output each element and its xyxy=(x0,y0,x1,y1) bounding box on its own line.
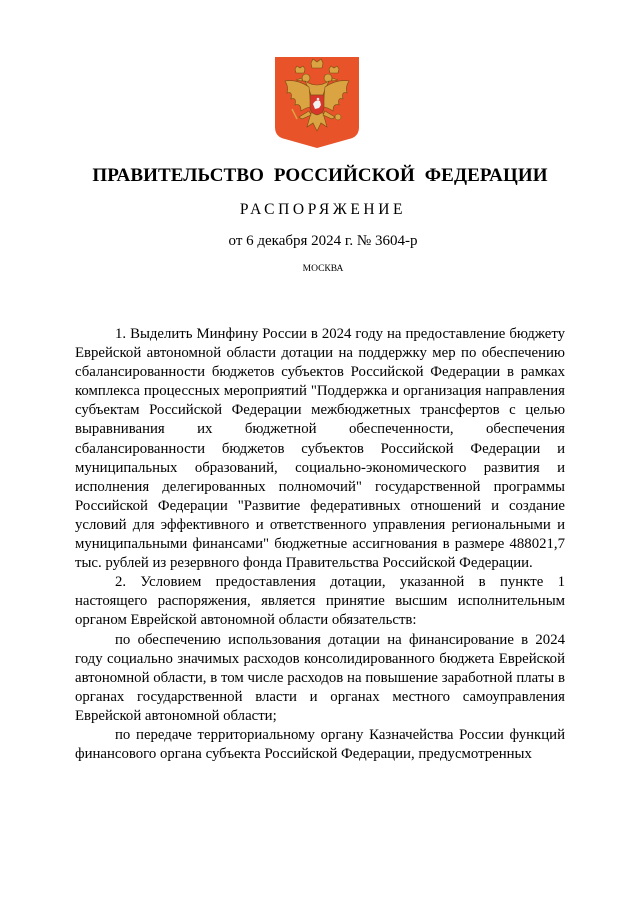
document-city: МОСКВА xyxy=(302,264,344,274)
paragraph-4: по передаче территориальному органу Казначейства России функций финансового органа субъекта Российской Федерации, предусмотренных xyxy=(75,726,565,763)
paragraph-1: 1. Выделить Минфину России в 2024 году на предоставление бюджету Еврейской автономной области дотации на поддержку мер по обеспечению сбалансированности бюджетов субъектов Российской Федерации в рамках комплекса процессных мероприятий "Поддержка и организация направления субъектам Российской Федерации межбюджетных трансфертов с целью выравнивания их бюджетной обеспеченности, обеспечения сбалансированности бюджетов субъектов Российской Федерации и муниципальных образований, социально-экономического развития и исполнения делегированных полномочий" государственной программы Российской Федерации "Развитие федеративных отношений и создание условий для эффективного и ответственного управления региональными и муниципальными финансами" бюджетные ассигнования в размере 488021,7 тыс. рублей из резервного фонда Правительства Российской Федерации. xyxy=(75,326,565,572)
document-date-number: от 6 декабря 2024 г. № 3604-р xyxy=(228,233,418,249)
document-body xyxy=(75,325,565,764)
paragraph-2: 2. Условием предоставления дотации, указанной в пункте 1 настоящего распоряжения, является принятие высшим исполнительным органом Еврейской автономной области обязательств: xyxy=(75,574,565,629)
government-title: ПРАВИТЕЛЬСТВО РОССИЙСКОЙ ФЕДЕРАЦИИ xyxy=(92,165,548,186)
paragraph-3: по обеспечению использования дотации на финансирование в 2024 году социально значимых расходов консолидированного бюджета Еврейской автономной области, в том числе расходов на повышение заработной платы в органах государственной власти и органах местного самоуправления Еврейской автономной области; xyxy=(75,631,565,724)
coat-of-arms-icon xyxy=(275,57,359,148)
document-type: РАСПОРЯЖЕНИЕ xyxy=(239,201,407,218)
